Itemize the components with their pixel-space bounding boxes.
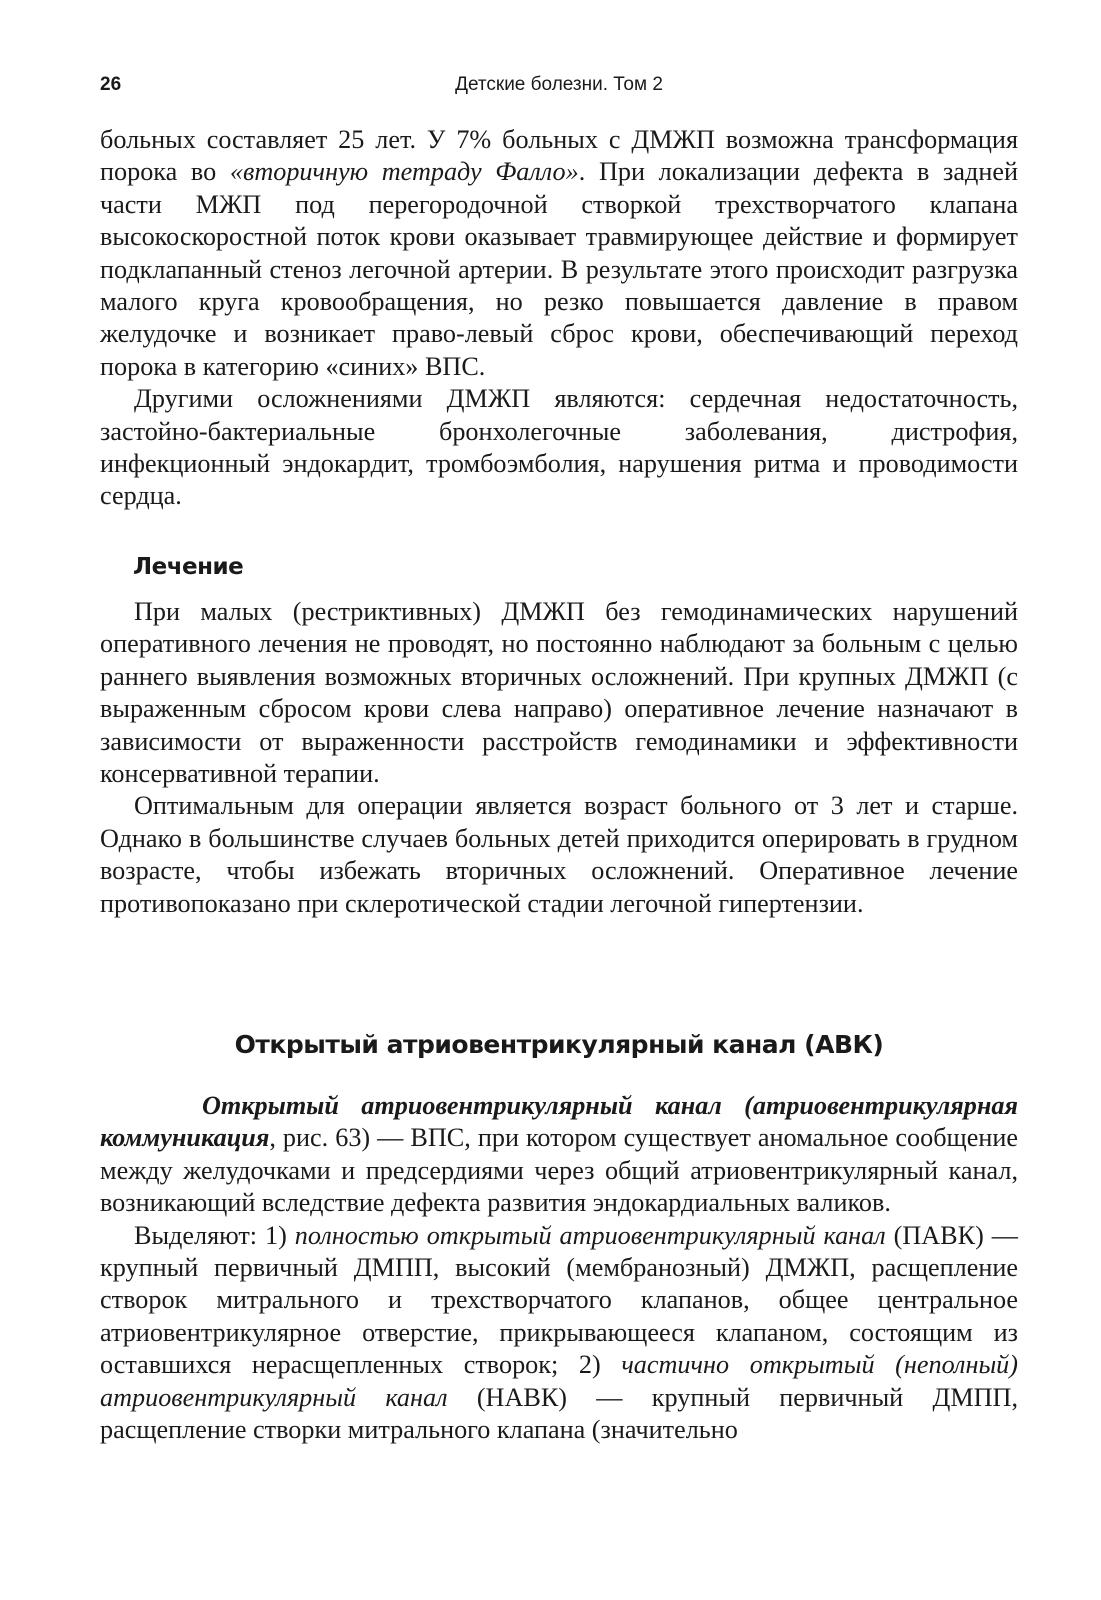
paragraph-complications: Другими осложнениями ДМЖП являются: сердечная недостаточность, застойно-бактериальные бронхолегочные заболевания, дистрофия, инфекционный эндокардит, тромбоэмболия, нарушения ритма и проводимости сердца. — [100, 384, 1018, 511]
subheading-treatment: Лечение — [133, 554, 244, 580]
text-run: , рис. 63) — ВПС, при котором существует аномальное сообщение между желудочками и предсердиями через общий атриовентрикулярный канал, возникающий вследствие дефекта развития эндокардиальных валиков. — [100, 1123, 1018, 1218]
paragraph-continuation — [100, 124, 1018, 383]
intro-text-block — [100, 124, 1018, 513]
section-heading-avk: Открытый атриовентрикулярный канал (АВК) — [234, 1030, 884, 1059]
treatment-text-block — [100, 596, 1018, 920]
text-run: (ПАВК) — крупный первичный ДМПП, высокий (мембранозный) ДМЖП, расщепление створок митрального и трехстворчатого клапанов, общее центральное атриовентрикулярное отверстие, прикрывающееся клапаном, состоящим из оставшихся нерасщепленных створок; 2) — [100, 1220, 1018, 1380]
text-run: больных составляет 25 лет. У 7% больных с ДМЖП возможна трансформация порока во — [100, 125, 1018, 187]
running-title: Детские болезни. Том 2 — [455, 74, 663, 95]
paragraph-treatment-2: Оптимальным для операции является возраст больного от 3 лет и старше. Однако в большинстве случаев больных детей приходится оперировать в грудном возрасте, чтобы избежать вторичных осложнений. Оперативное лечение противопоказано при склеротической стадии легочной гипертензии. — [100, 791, 1018, 918]
paragraph-avk-definition — [100, 1090, 1018, 1220]
text-run: (НАВК) — крупный первичный ДМПП, расщепление створки митрального клапана (значительно — [100, 1382, 1018, 1445]
text-run: . При локализации дефекта в задней части МЖП под перегородочной створкой трехстворчатого клапана высокоскоростной поток крови оказывает травмирующее действие и формирует подклапанный стеноз легочной артерии. В результате этого происходит разгрузка малого круга кровообращения, но резко повышается давление в правом желудочке и возникает право-левый сброс крови, обеспечивающий переход порока в категорию «синих» ВПС. — [100, 157, 1018, 381]
italic-term: «вторичную тетраду Фалло» — [229, 157, 579, 187]
avk-text-block — [100, 1090, 1018, 1446]
running-head — [100, 74, 1018, 104]
paragraph-treatment-1: При малых (рестриктивных) ДМЖП без гемодинамических нарушений оперативного лечения не проводят, но постоянно наблюдают за больным с целью раннего выявления возможных вторичных осложнений. При крупных ДМЖП (с выраженным сбросом крови слева направо) оперативное лечение назначают в зависимости от выраженности расстройств гемодинамики и эффективности консервативной терапии. — [100, 597, 1018, 789]
page-number: 26 — [100, 74, 122, 95]
text-run: Выделяют: 1) — [134, 1220, 295, 1250]
italic-term: полностью открытый атриовентрикулярный канал — [294, 1220, 886, 1250]
paragraph-avk-types — [100, 1220, 1018, 1447]
defined-term: Открытый атриовентрикулярный канал (атриовентрикулярная коммуникация — [100, 1091, 1018, 1153]
italic-term: частично открытый (неполный) атриовентрикулярный канал — [100, 1350, 1018, 1412]
